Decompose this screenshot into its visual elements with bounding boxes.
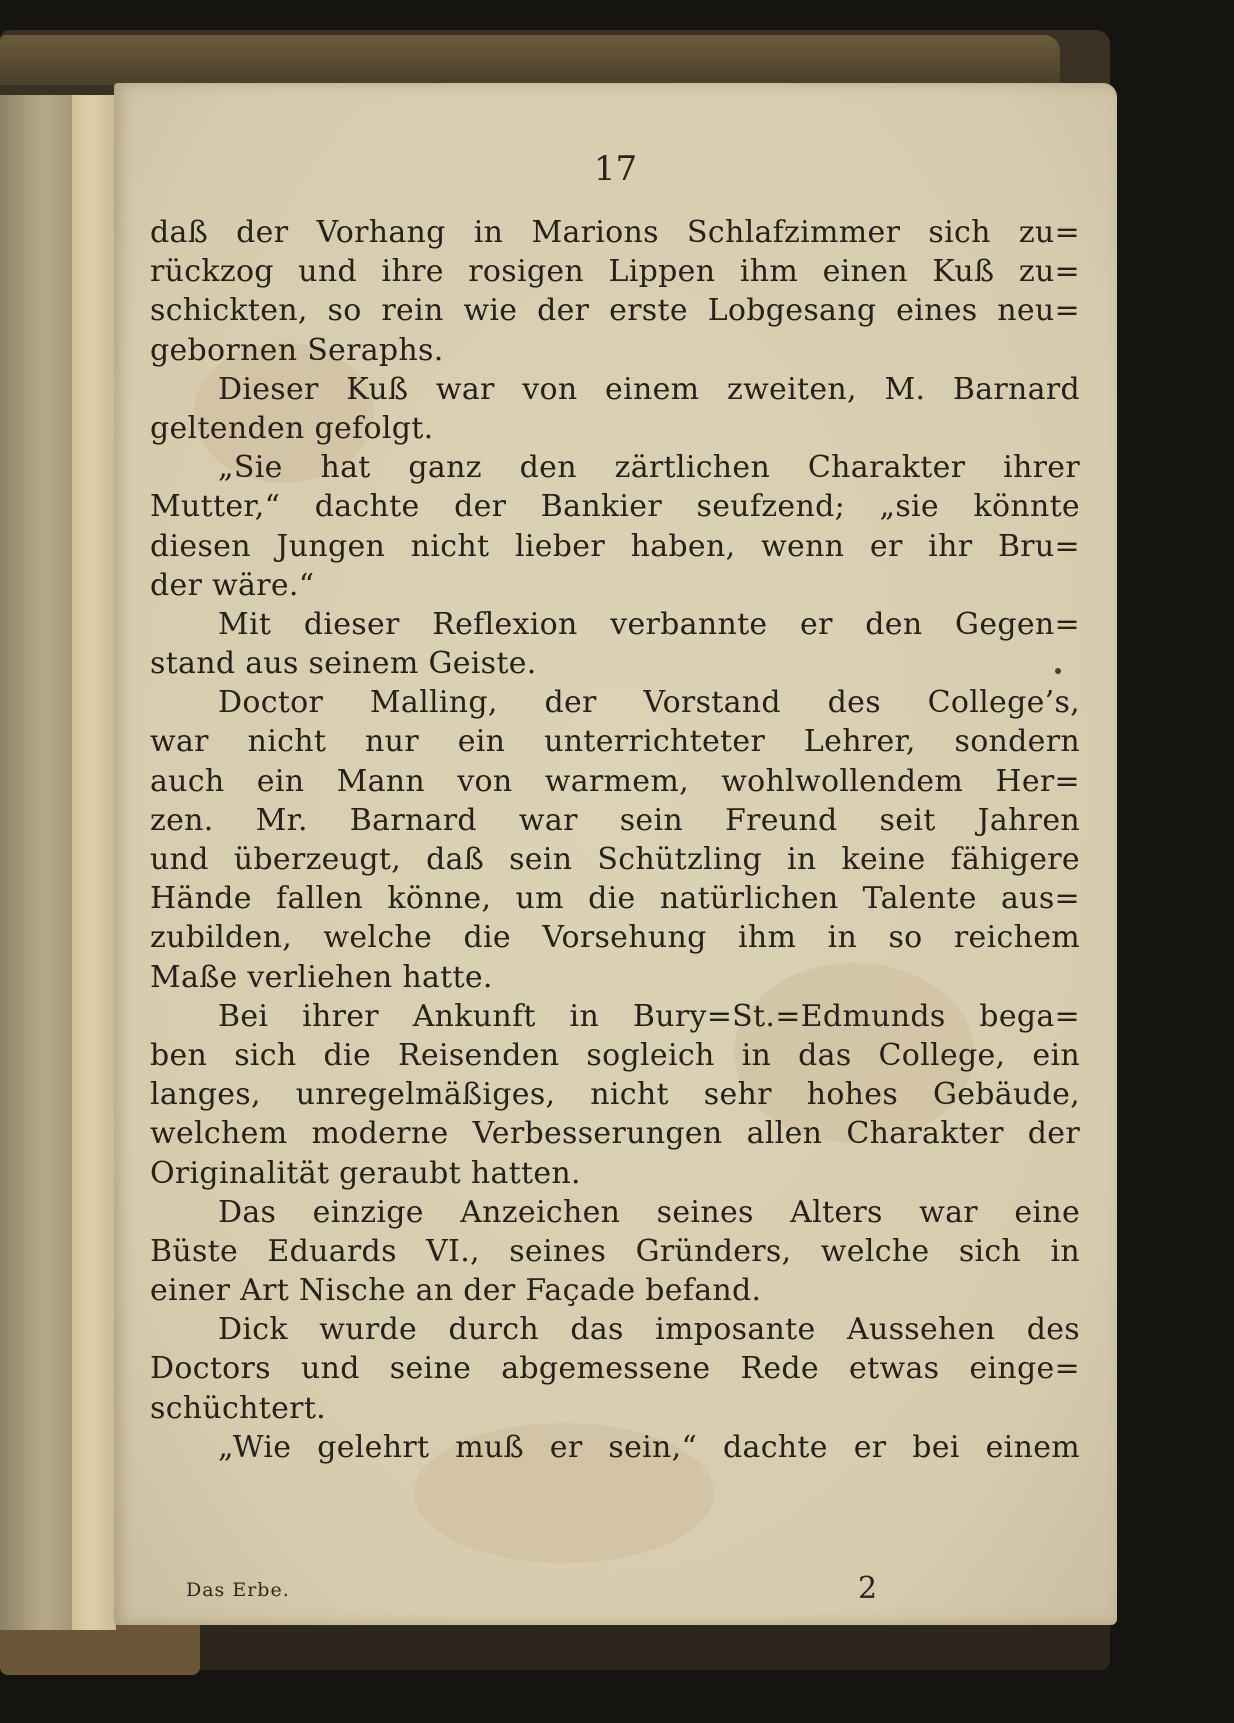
page-footer [150, 1571, 970, 1615]
left-page-edge [0, 95, 72, 1630]
cover-top-edge [0, 35, 1060, 85]
text-line: und überzeugt, daß sein Schützling in keine fähigere [150, 842, 1080, 877]
text-line: Originalität geraubt hatten. [150, 1155, 581, 1191]
text-line: auch ein Mann von warmem, wohlwollendem Her= [150, 763, 1080, 799]
text-line: Büste Eduards VI., seines Gründers, welche sich in [150, 1233, 1080, 1269]
text-line: Hände fallen könne, um die natürlichen Talente aus= [150, 881, 1080, 917]
text-line: Dick wurde durch das imposante Aussehen des [218, 1312, 1080, 1348]
text-line: stand aus seinem Geiste. [150, 646, 537, 682]
text-line: schüchtert. [150, 1390, 327, 1426]
text-line: einer Art Nische an der Façade befand. [150, 1273, 762, 1309]
text-line: geltenden gefolgt. [150, 410, 434, 446]
text-line: rückzog und ihre rosigen Lippen ihm einen Kuß zu= [150, 254, 1080, 290]
text-line: gebornen Seraphs. [150, 332, 444, 368]
page-number: 17 [593, 149, 638, 189]
text-line: war nicht nur ein unterrichteter Lehrer, sondern [150, 724, 1080, 760]
text-line: der wäre.“ [150, 567, 315, 603]
text-line: ben sich die Reisenden sogleich in das College, ein [150, 1037, 1080, 1073]
text-line: diesen Jungen nicht lieber haben, wenn er ihr Bru= [150, 528, 1080, 564]
text-line: Das einzige Anzeichen seines Alters war eine [218, 1194, 1080, 1230]
text-line: schickten, so rein wie der erste Lobgesang eines neu= [150, 293, 1080, 329]
page-gutter [72, 95, 116, 1630]
text-line: Doctor Malling, der Vorstand des College’s, [218, 685, 1080, 721]
text-line: Maße verliehen hatte. [150, 959, 493, 995]
body-text [150, 213, 1080, 1467]
text-line: zubilden, welche die Vorsehung ihm in so reichem [150, 920, 1080, 956]
text-line: welchem moderne Verbesserungen allen Charakter der [150, 1116, 1080, 1152]
book-page [114, 83, 1117, 1625]
text-line: Mit dieser Reflexion verbannte er den Gegen= [218, 606, 1080, 642]
text-line: „Wie gelehrt muß er sein,“ dachte er bei einem [218, 1429, 1080, 1465]
text-line: Bei ihrer Ankunft in Bury=St.=Edmunds bega= [218, 998, 1080, 1034]
signature-mark: 2 [858, 1571, 878, 1606]
text-line: Dieser Kuß war von einem zweiten, M. Barnard [218, 371, 1080, 407]
text-line: zen. Mr. Barnard war sein Freund seit Jahren [150, 802, 1080, 838]
signature-title: Das Erbe. [186, 1579, 290, 1601]
text-line: langes, unregelmäßiges, nicht sehr hohes Gebäude, [150, 1077, 1080, 1113]
speck [1055, 668, 1061, 674]
text-line: „Sie hat ganz den zärtlichen Charakter ihrer [218, 450, 1080, 486]
cover-bottom-edge [0, 1625, 200, 1675]
text-line: Doctors und seine abgemessene Rede etwas einge= [150, 1351, 1080, 1387]
text-line: daß der Vorhang in Marions Schlafzimmer sich zu= [150, 215, 1080, 250]
text-line: Mutter,“ dachte der Bankier seufzend; „sie könnte [150, 489, 1080, 525]
